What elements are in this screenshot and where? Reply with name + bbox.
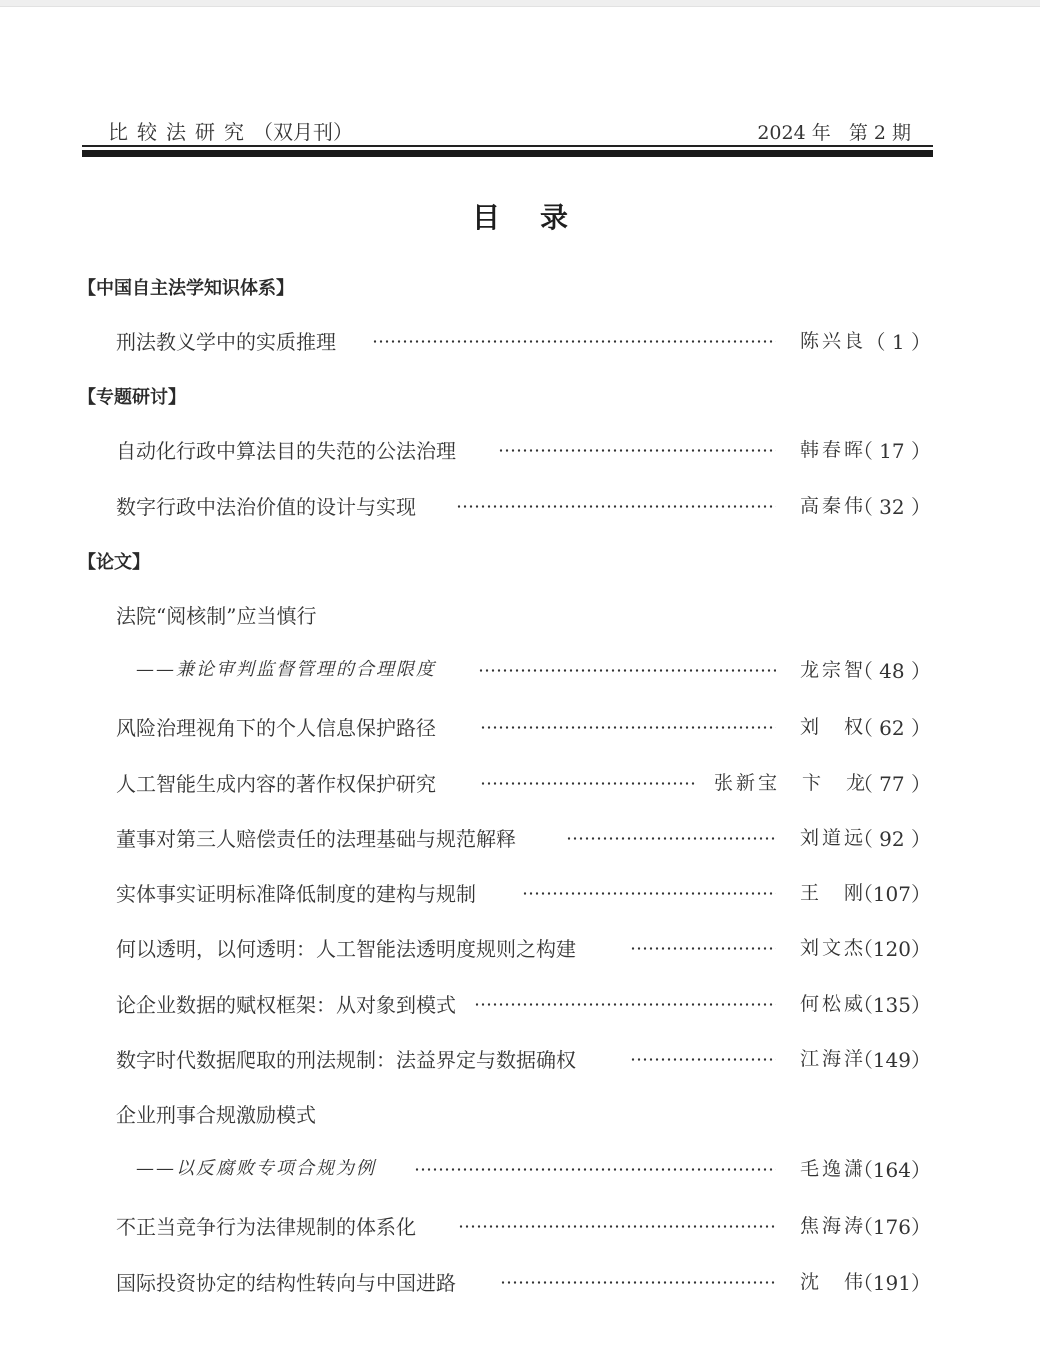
entry-title[interactable]: 数字行政中法治价值的设计与实现 [116, 491, 416, 520]
entry-page: （ 1 ） [865, 330, 931, 354]
toc-entry-main-title[interactable] [116, 600, 931, 630]
journal-name-text: 比较法研究 [108, 120, 253, 144]
entry-author: 焦海涛 [800, 1215, 867, 1237]
entry-title[interactable]: 自动化行政中算法目的失范的公法治理 [116, 435, 456, 464]
entry-author: 龙宗智 [800, 659, 867, 681]
entry-subtitle[interactable]: ——以反腐败专项合规为例 [136, 1154, 376, 1180]
header-rule-thick [82, 150, 933, 157]
entry-page: （107） [852, 882, 931, 906]
issue-info: 2024 年 第 2 期 [757, 122, 911, 144]
toc-entry-subtitle[interactable] [116, 655, 931, 685]
entry-page: （ 92 ） [852, 827, 931, 851]
toc-entry[interactable] [116, 878, 931, 908]
dot-leader [478, 669, 776, 672]
running-head [82, 116, 933, 146]
toc-entry-subtitle[interactable] [116, 1154, 931, 1184]
dot-leader [498, 449, 776, 452]
section-heading: 【专题研讨】 [78, 387, 186, 408]
entry-page: （135） [852, 993, 931, 1017]
entry-page: （176） [852, 1215, 931, 1239]
dot-leader [414, 1168, 776, 1171]
section-heading: 【论文】 [78, 552, 150, 573]
dot-leader [522, 892, 776, 895]
toc-title: 目录 [471, 201, 608, 234]
toc-entry[interactable] [116, 1044, 931, 1074]
toc-entry[interactable] [116, 823, 931, 853]
entry-author: 陈兴良 [800, 330, 867, 352]
dot-leader [630, 1058, 776, 1061]
entry-title[interactable]: 企业刑事合规激励模式 [116, 1099, 316, 1128]
dot-leader [456, 505, 776, 508]
entry-page: （ 48 ） [852, 659, 931, 683]
entry-title[interactable]: 人工智能生成内容的著作权保护研究 [116, 768, 436, 797]
entry-title[interactable]: 法院“阅核制”应当慎行 [116, 600, 316, 629]
section-heading: 【中国自主法学知识体系】 [78, 278, 294, 299]
entry-title[interactable]: 风险治理视角下的个人信息保护路径 [116, 712, 436, 741]
entry-subtitle[interactable]: ——兼论审判监督管理的合理限度 [136, 655, 436, 681]
entry-author: 刘文杰 [800, 937, 867, 959]
entry-author: 张新宝 卞 龙 [714, 772, 869, 794]
dot-leader [458, 1225, 776, 1228]
entry-page: （149） [852, 1048, 931, 1072]
toc-entry-main-title[interactable] [116, 1099, 931, 1129]
entry-title[interactable]: 不正当竞争行为法律规制的体系化 [116, 1211, 416, 1240]
entry-page: （ 62 ） [852, 716, 931, 740]
toc-entry[interactable] [116, 491, 931, 521]
entry-author: 江海洋 [800, 1048, 867, 1070]
entry-author: 刘 权 [800, 716, 867, 738]
entry-page: （191） [852, 1271, 931, 1295]
toc-entry[interactable] [116, 326, 931, 356]
journal-name [108, 116, 353, 145]
entry-title[interactable]: 数字时代数据爬取的刑法规制：法益界定与数据确权 [116, 1044, 576, 1073]
dot-leader [480, 726, 776, 729]
dot-leader [630, 947, 776, 950]
entry-title[interactable]: 论企业数据的赋权框架：从对象到模式 [116, 989, 456, 1018]
viewer-top-bar [0, 0, 1040, 7]
toc-entry[interactable] [116, 712, 931, 742]
toc-entry[interactable] [116, 1267, 931, 1297]
entry-page: （ 17 ） [852, 439, 931, 463]
entry-page: （ 77 ） [852, 772, 931, 796]
dot-leader [566, 837, 776, 840]
entry-title[interactable]: 何以透明，以何透明：人工智能法透明度规则之构建 [116, 933, 576, 962]
entry-title[interactable]: 实体事实证明标准降低制度的建构与规制 [116, 878, 476, 907]
entry-author: 刘道远 [800, 827, 867, 849]
entry-page: （164） [852, 1158, 931, 1182]
entry-title[interactable]: 刑法教义学中的实质推理 [116, 326, 336, 355]
entry-author: 高秦伟 [800, 495, 867, 517]
toc-entry[interactable] [116, 989, 931, 1019]
toc-entry[interactable] [116, 933, 931, 963]
entry-page: （ 32 ） [852, 495, 931, 519]
dot-leader [480, 782, 696, 785]
toc-entry[interactable] [116, 435, 931, 465]
entry-author: 沈 伟 [800, 1271, 867, 1293]
entry-title[interactable]: 董事对第三人赔偿责任的法理基础与规范解释 [116, 823, 516, 852]
toc-entry[interactable] [116, 768, 931, 798]
entry-author: 王 刚 [800, 882, 867, 904]
entry-author: 韩春晖 [800, 439, 867, 461]
entry-title[interactable]: 国际投资协定的结构性转向与中国进路 [116, 1267, 456, 1296]
entry-author: 毛逸潇 [800, 1158, 867, 1180]
header-rule-thin [82, 145, 933, 147]
dot-leader [474, 1003, 776, 1006]
entry-author: 何松威 [800, 993, 867, 1015]
dot-leader [500, 1281, 776, 1284]
entry-page: （120） [852, 937, 931, 961]
journal-frequency: （双月刊） [253, 120, 353, 144]
dot-leader [372, 340, 776, 343]
toc-entry[interactable] [116, 1211, 931, 1241]
